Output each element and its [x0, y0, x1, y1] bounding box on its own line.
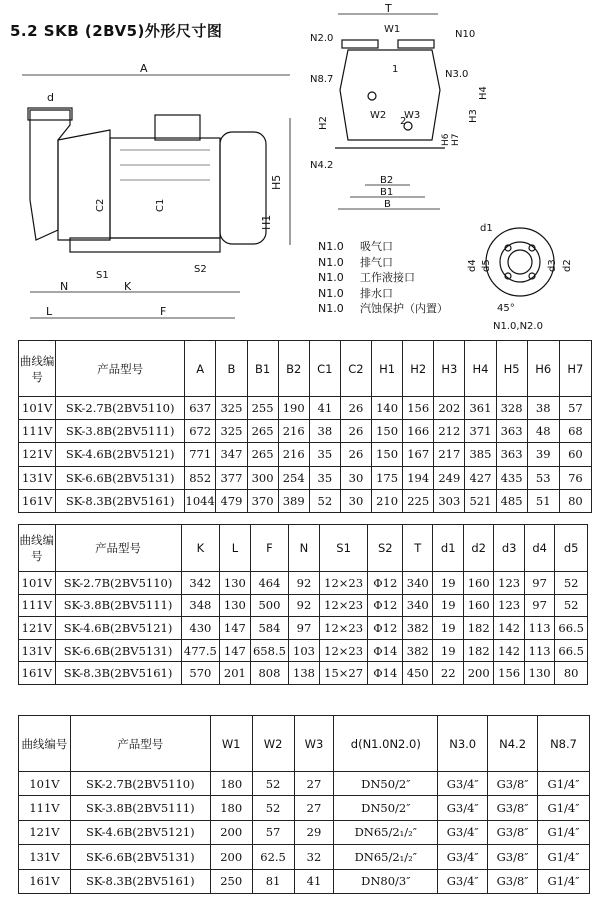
- table-cell: 167: [403, 443, 434, 466]
- table-cell: G1/4″: [538, 845, 590, 869]
- table-cell: Φ14: [368, 662, 403, 685]
- table-cell: 477.5: [181, 639, 220, 662]
- table-cell: 26: [340, 397, 371, 420]
- dim-d5: d5: [481, 259, 492, 272]
- dim-S1: S1: [96, 270, 109, 281]
- table-cell: DN80/3″: [334, 869, 438, 893]
- table-cell: 303: [434, 489, 465, 512]
- table-cell: 32: [294, 845, 334, 869]
- header-cell: d1: [433, 525, 463, 572]
- table-cell: 201: [220, 662, 250, 685]
- header-cell: 曲线编号: [19, 716, 71, 772]
- table-row: [19, 820, 590, 844]
- table-cell: 521: [465, 489, 496, 512]
- table-cell: 672: [184, 420, 215, 443]
- table-cell: 97: [289, 617, 319, 640]
- dim-B2: B2: [380, 175, 394, 186]
- dim-H6: H6: [441, 133, 451, 146]
- header-cell: W1: [210, 716, 252, 772]
- header-cell: 曲线编号: [19, 525, 56, 572]
- table-cell: 180: [210, 796, 252, 820]
- table-cell: 26: [340, 443, 371, 466]
- table-cell: 131V: [19, 639, 56, 662]
- table-cell: 57: [252, 820, 294, 844]
- table-cell: 156: [494, 662, 524, 685]
- table-cell: 92: [289, 594, 319, 617]
- table-row: [19, 869, 590, 893]
- header-cell: N3.0: [438, 716, 488, 772]
- table-cell: G3/8″: [488, 820, 538, 844]
- table-cell: 27: [294, 772, 334, 796]
- table-cell: 30: [340, 466, 371, 489]
- table-cell: 216: [278, 443, 309, 466]
- table-cell: 175: [372, 466, 403, 489]
- label-1: 1: [392, 64, 399, 75]
- table-cell: G1/4″: [538, 772, 590, 796]
- table-row: [19, 617, 588, 640]
- table-cell: 27: [294, 796, 334, 820]
- table-cell: 26: [340, 420, 371, 443]
- table-cell: 382: [403, 617, 433, 640]
- header-cell: d(N1.0N2.0): [334, 716, 438, 772]
- table-cell: SK-3.8B(2BV5111): [70, 796, 210, 820]
- table-cell: Φ12: [368, 617, 403, 640]
- table-cell: SK-6.6B(2BV5131): [70, 845, 210, 869]
- table-cell: G1/4″: [538, 820, 590, 844]
- table-cell: 51: [527, 489, 559, 512]
- table-cell: 111V: [19, 594, 56, 617]
- header-cell: 产品型号: [55, 525, 181, 572]
- dim-B: B: [384, 199, 391, 210]
- dim-F: F: [160, 305, 167, 318]
- table-cell: 1044: [184, 489, 215, 512]
- table-cell: 57: [559, 397, 591, 420]
- table-cell: 658.5: [250, 639, 289, 662]
- table-cell: 121V: [19, 443, 56, 466]
- table-cell: 111V: [19, 796, 71, 820]
- table-cell: SK-8.3B(2BV5161): [56, 489, 185, 512]
- table-cell: 29: [294, 820, 334, 844]
- table-cell: 156: [403, 397, 434, 420]
- header-cell: H5: [496, 341, 527, 397]
- table-cell: 130: [524, 662, 554, 685]
- table-cell: 62.5: [252, 845, 294, 869]
- table-cell: 101V: [19, 572, 56, 595]
- table-row: [19, 397, 592, 420]
- table-cell: 92: [289, 572, 319, 595]
- table-cell: 182: [463, 617, 493, 640]
- table-cell: 485: [496, 489, 527, 512]
- table-cell: 81: [252, 869, 294, 893]
- flange-detail: [467, 223, 573, 332]
- table-cell: 52: [309, 489, 340, 512]
- header-cell: N4.2: [488, 716, 538, 772]
- table-cell: 217: [434, 443, 465, 466]
- table-cell: SK-2.7B(2BV5110): [56, 397, 185, 420]
- flange-label: N1.0,N2.0: [493, 321, 543, 332]
- table-row: [19, 845, 590, 869]
- table-cell: G3/4″: [438, 772, 488, 796]
- table-header-row: [19, 716, 590, 772]
- table-cell: 52: [555, 594, 588, 617]
- dimension-table-1: [18, 340, 592, 513]
- table-cell: G1/4″: [538, 869, 590, 893]
- table-cell: DN50/2″: [334, 772, 438, 796]
- label-N4.2: N4.2: [310, 160, 334, 171]
- table-row: [19, 639, 588, 662]
- table-cell: Φ14: [368, 639, 403, 662]
- table-cell: 41: [309, 397, 340, 420]
- table-cell: SK-2.7B(2BV5110): [55, 572, 181, 595]
- table-cell: DN50/2″: [334, 796, 438, 820]
- dim-L: L: [46, 305, 53, 318]
- dim-d: d: [47, 91, 54, 104]
- table-cell: 12×23: [319, 594, 368, 617]
- table-cell: 249: [434, 466, 465, 489]
- table-cell: 97: [524, 594, 554, 617]
- header-cell: C1: [309, 341, 340, 397]
- header-cell: N8.7: [538, 716, 590, 772]
- table-cell: SK-3.8B(2BV5111): [56, 420, 185, 443]
- table-row: [19, 796, 590, 820]
- dim-N: N: [60, 280, 69, 293]
- table-cell: 38: [309, 420, 340, 443]
- table-cell: 363: [496, 443, 527, 466]
- header-cell: T: [403, 525, 433, 572]
- header-cell: W3: [294, 716, 334, 772]
- table-cell: 300: [247, 466, 278, 489]
- label-N8.7: N8.7: [310, 74, 334, 85]
- table-cell: 38: [527, 397, 559, 420]
- table-row: [19, 466, 592, 489]
- header-cell: 产品型号: [70, 716, 210, 772]
- table-cell: 255: [247, 397, 278, 420]
- header-cell: A: [184, 341, 215, 397]
- header-cell: H3: [434, 341, 465, 397]
- legend-item: N1.0 吸气口: [318, 240, 393, 253]
- table-cell: 52: [252, 796, 294, 820]
- table-cell: 101V: [19, 397, 56, 420]
- dimension-drawing: [0, 0, 600, 340]
- table-cell: 250: [210, 869, 252, 893]
- table-cell: 19: [433, 572, 463, 595]
- dim-H7: H7: [451, 133, 461, 146]
- table-header-row: [19, 525, 588, 572]
- header-cell: B1: [247, 341, 278, 397]
- label-N3.0: N3.0: [445, 69, 469, 80]
- table-cell: 216: [278, 420, 309, 443]
- header-cell: 曲线编号: [19, 341, 56, 397]
- table-cell: SK-8.3B(2BV5161): [70, 869, 210, 893]
- table-cell: 147: [220, 617, 250, 640]
- dim-angle: 45°: [497, 303, 515, 314]
- header-cell: H4: [465, 341, 496, 397]
- header-cell: H6: [527, 341, 559, 397]
- label-N2.0: N2.0: [310, 33, 334, 44]
- table-cell: 363: [496, 420, 527, 443]
- dim-H2: H2: [318, 116, 329, 130]
- dim-C2: C2: [95, 198, 106, 212]
- table-cell: 210: [372, 489, 403, 512]
- table-cell: 200: [210, 820, 252, 844]
- label-2: 2: [400, 116, 407, 127]
- table-cell: 202: [434, 397, 465, 420]
- table-cell: 97: [524, 572, 554, 595]
- dim-d2: d2: [562, 259, 573, 272]
- table-cell: 180: [210, 772, 252, 796]
- table-cell: 348: [181, 594, 220, 617]
- table-cell: 340: [403, 572, 433, 595]
- table-cell: G3/8″: [488, 845, 538, 869]
- table-cell: 160: [463, 572, 493, 595]
- dim-H3: H3: [468, 109, 479, 123]
- table-cell: DN65/2₁/₂″: [334, 820, 438, 844]
- port-legend: [318, 239, 448, 317]
- table-cell: 30: [340, 489, 371, 512]
- header-cell: S2: [368, 525, 403, 572]
- table-cell: SK-4.6B(2BV5121): [55, 617, 181, 640]
- table-cell: 147: [220, 639, 250, 662]
- table-cell: 500: [250, 594, 289, 617]
- page-title: 5.2 SKB (2BV5)外形尺寸图: [10, 22, 223, 40]
- table-cell: 340: [403, 594, 433, 617]
- end-view: [310, 2, 489, 210]
- dim-H4: H4: [478, 86, 489, 100]
- table-cell: 22: [433, 662, 463, 685]
- table-cell: 637: [184, 397, 215, 420]
- dimension-table-2: [18, 524, 588, 685]
- label-N10: N10: [455, 29, 476, 40]
- header-cell: d4: [524, 525, 554, 572]
- table-cell: 347: [216, 443, 247, 466]
- table-cell: G3/8″: [488, 796, 538, 820]
- table-cell: SK-2.7B(2BV5110): [70, 772, 210, 796]
- table-cell: 161V: [19, 869, 71, 893]
- dim-T: T: [385, 2, 392, 15]
- table-cell: 19: [433, 639, 463, 662]
- table-cell: 377: [216, 466, 247, 489]
- table-row: [19, 420, 592, 443]
- dim-d4: d4: [467, 259, 478, 272]
- table-cell: 435: [496, 466, 527, 489]
- table-cell: 48: [527, 420, 559, 443]
- legend-item: N1.0 工作液接口: [318, 271, 415, 284]
- dim-C1: C1: [155, 198, 166, 212]
- table-cell: 389: [278, 489, 309, 512]
- table-cell: 190: [278, 397, 309, 420]
- table-cell: G3/4″: [438, 869, 488, 893]
- header-cell: W2: [252, 716, 294, 772]
- header-cell: N: [289, 525, 319, 572]
- table-cell: 182: [463, 639, 493, 662]
- dim-W1: W1: [384, 24, 401, 35]
- dimension-table-3: [18, 715, 590, 894]
- table-cell: 479: [216, 489, 247, 512]
- table-cell: 166: [403, 420, 434, 443]
- table-cell: SK-4.6B(2BV5121): [56, 443, 185, 466]
- table-cell: 142: [494, 639, 524, 662]
- table-cell: SK-3.8B(2BV5111): [55, 594, 181, 617]
- table-cell: G3/4″: [438, 845, 488, 869]
- table-row: [19, 594, 588, 617]
- table-cell: 12×23: [319, 617, 368, 640]
- table-cell: SK-6.6B(2BV5131): [56, 466, 185, 489]
- table-cell: 142: [494, 617, 524, 640]
- table-cell: 200: [463, 662, 493, 685]
- table-cell: 212: [434, 420, 465, 443]
- table-cell: 68: [559, 420, 591, 443]
- table-row: [19, 572, 588, 595]
- dim-d1: d1: [480, 223, 493, 234]
- table-cell: 80: [559, 489, 591, 512]
- legend-item: N1.0 排水口: [318, 286, 393, 300]
- dim-B1: B1: [380, 187, 394, 198]
- dim-K: K: [124, 280, 132, 293]
- table-cell: 382: [403, 639, 433, 662]
- table-cell: 121V: [19, 820, 71, 844]
- table-cell: 35: [309, 466, 340, 489]
- table-cell: SK-8.3B(2BV5161): [55, 662, 181, 685]
- table-cell: G3/4″: [438, 820, 488, 844]
- dim-d3: d3: [547, 259, 558, 272]
- table-cell: 852: [184, 466, 215, 489]
- table-cell: 130: [220, 594, 250, 617]
- table-cell: 150: [372, 443, 403, 466]
- header-cell: 产品型号: [56, 341, 185, 397]
- header-cell: F: [250, 525, 289, 572]
- dim-S2: S2: [194, 264, 207, 275]
- table-cell: 342: [181, 572, 220, 595]
- table-cell: 15×27: [319, 662, 368, 685]
- table-cell: 265: [247, 443, 278, 466]
- dim-H5: H5: [270, 174, 283, 190]
- table-cell: 160: [463, 594, 493, 617]
- table-cell: 53: [527, 466, 559, 489]
- table-cell: 52: [252, 772, 294, 796]
- legend-item: N1.0 汽蚀保护（内置）: [318, 302, 448, 315]
- header-cell: d2: [463, 525, 493, 572]
- table-cell: G3/4″: [438, 796, 488, 820]
- header-cell: H1: [372, 341, 403, 397]
- table-cell: 427: [465, 466, 496, 489]
- table-cell: 52: [555, 572, 588, 595]
- table-cell: 325: [216, 397, 247, 420]
- table-header-row: [19, 341, 592, 397]
- table-cell: 150: [372, 420, 403, 443]
- dim-W3: W3: [404, 110, 421, 121]
- header-cell: B: [216, 341, 247, 397]
- table-cell: 808: [250, 662, 289, 685]
- dim-H1: H1: [260, 214, 273, 230]
- table-cell: 130: [220, 572, 250, 595]
- table-cell: 370: [247, 489, 278, 512]
- header-cell: d3: [494, 525, 524, 572]
- header-cell: L: [220, 525, 250, 572]
- table-cell: 12×23: [319, 639, 368, 662]
- table-row: [19, 489, 592, 512]
- table-cell: 371: [465, 420, 496, 443]
- table-cell: SK-6.6B(2BV5131): [55, 639, 181, 662]
- dim-A: A: [140, 62, 148, 75]
- table-cell: 131V: [19, 845, 71, 869]
- table-cell: 464: [250, 572, 289, 595]
- table-cell: G3/8″: [488, 869, 538, 893]
- table-cell: 328: [496, 397, 527, 420]
- table-cell: Φ12: [368, 572, 403, 595]
- header-cell: S1: [319, 525, 368, 572]
- table-row: [19, 443, 592, 466]
- table-cell: 111V: [19, 420, 56, 443]
- header-cell: H2: [403, 341, 434, 397]
- table-cell: 66.5: [555, 617, 588, 640]
- header-cell: B2: [278, 341, 309, 397]
- table-cell: G3/8″: [488, 772, 538, 796]
- table-cell: Φ12: [368, 594, 403, 617]
- table-cell: 113: [524, 617, 554, 640]
- table-cell: 19: [433, 617, 463, 640]
- table-cell: 361: [465, 397, 496, 420]
- table-cell: 66.5: [555, 639, 588, 662]
- table-cell: 385: [465, 443, 496, 466]
- table-cell: 771: [184, 443, 215, 466]
- table-cell: 35: [309, 443, 340, 466]
- header-cell: d5: [555, 525, 588, 572]
- table-row: [19, 662, 588, 685]
- table-cell: DN65/2₁/₂″: [334, 845, 438, 869]
- table-cell: 450: [403, 662, 433, 685]
- table-cell: 140: [372, 397, 403, 420]
- header-cell: K: [181, 525, 220, 572]
- table-cell: 123: [494, 594, 524, 617]
- table-cell: 19: [433, 594, 463, 617]
- table-cell: 101V: [19, 772, 71, 796]
- table-cell: 570: [181, 662, 220, 685]
- table-cell: 12×23: [319, 572, 368, 595]
- legend-item: N1.0 排气口: [318, 255, 393, 269]
- table-cell: 254: [278, 466, 309, 489]
- dim-W2: W2: [370, 110, 387, 121]
- header-cell: H7: [559, 341, 591, 397]
- table-cell: 161V: [19, 662, 56, 685]
- table-cell: 131V: [19, 466, 56, 489]
- table-cell: 103: [289, 639, 319, 662]
- table-cell: G1/4″: [538, 796, 590, 820]
- table-row: [19, 772, 590, 796]
- table-cell: 80: [555, 662, 588, 685]
- table-cell: 39: [527, 443, 559, 466]
- table-cell: 41: [294, 869, 334, 893]
- table-cell: 113: [524, 639, 554, 662]
- table-cell: 194: [403, 466, 434, 489]
- header-cell: C2: [340, 341, 371, 397]
- table-cell: 161V: [19, 489, 56, 512]
- side-view: [22, 62, 290, 318]
- table-cell: SK-4.6B(2BV5121): [70, 820, 210, 844]
- table-cell: 225: [403, 489, 434, 512]
- table-cell: 265: [247, 420, 278, 443]
- table-cell: 138: [289, 662, 319, 685]
- table-cell: 76: [559, 466, 591, 489]
- table-cell: 584: [250, 617, 289, 640]
- table-cell: 60: [559, 443, 591, 466]
- table-cell: 325: [216, 420, 247, 443]
- table-cell: 200: [210, 845, 252, 869]
- table-cell: 123: [494, 572, 524, 595]
- table-cell: 430: [181, 617, 220, 640]
- table-cell: 121V: [19, 617, 56, 640]
